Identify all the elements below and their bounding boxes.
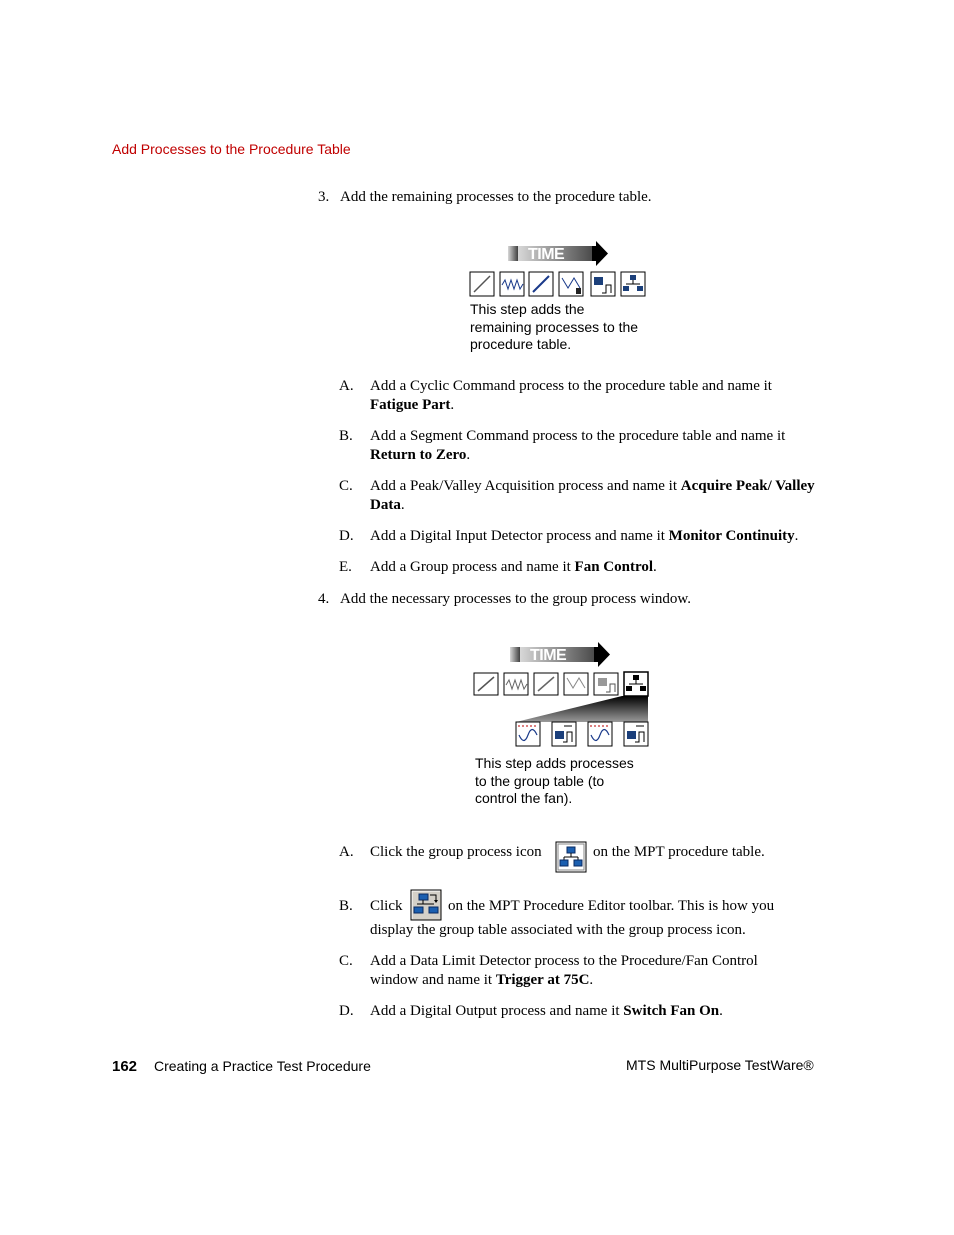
process-figure-1 (468, 238, 654, 300)
show-group-table-button-icon[interactable] (410, 889, 442, 921)
footer-product: MTS MultiPurpose TestWare® (626, 1057, 814, 1073)
item-body-post-2: display the group table associated with the group process icon. (370, 922, 746, 938)
group-process-icon (621, 272, 645, 296)
data-limit-detector-icon (516, 722, 540, 746)
item-body: Add a Digital Output process and name it Switch Fan On. (370, 1003, 723, 1019)
item-body-pre: Click (370, 898, 403, 914)
step-4-item-c (339, 952, 819, 992)
section-header: Add Processes to the Procedure Table (112, 141, 351, 157)
figure-2-caption (475, 755, 634, 808)
step-4-text: Add the necessary processes to the group process window. (340, 591, 692, 607)
digital-input-icon (591, 272, 615, 296)
item-letter: C. (339, 478, 353, 494)
caption-line: This step adds processes (475, 755, 634, 771)
caption-line: This step adds the (470, 301, 585, 317)
item-letter: D. (339, 528, 354, 544)
segment-command-icon-2 (529, 272, 553, 296)
item-body: Add a Peak/Valley Acquisition process and name it Acquire Peak/ Valley Data. (370, 478, 815, 513)
step-3-item-a (339, 377, 819, 417)
time-label: TIME (528, 246, 565, 263)
segment-command-icon-2 (534, 673, 558, 695)
item-letter: A. (339, 378, 354, 394)
item-letter: E. (339, 559, 352, 575)
item-body-post: on the MPT Procedure Editor toolbar. This is how you (448, 898, 775, 914)
digital-output-icon (552, 722, 576, 746)
item-letter: D. (339, 1003, 354, 1019)
step-3-item-d (339, 527, 829, 547)
process-figure-2 (472, 638, 654, 752)
item-body: Add a Group process and name it Fan Control. (370, 559, 657, 575)
digital-output-icon-2 (624, 722, 648, 746)
group-process-icon (624, 672, 648, 696)
caption-line: control the fan). (475, 790, 573, 806)
step-3-item-b (339, 427, 819, 467)
item-body: Add a Digital Input Detector process and name it Monitor Continuity. (370, 528, 799, 544)
group-process-icon-inline (555, 841, 587, 873)
item-body-post: on the MPT procedure table. (593, 844, 765, 860)
digital-input-icon (594, 673, 618, 695)
step-3-item-c (339, 477, 819, 517)
item-body: Add a Cyclic Command process to the procedure table and name it Fatigue Part. (370, 378, 772, 413)
group-expansion-fan (516, 696, 648, 722)
caption-line: procedure table. (470, 336, 572, 352)
figure-1-caption (470, 301, 638, 354)
segment-command-icon (474, 673, 498, 695)
cyclic-command-icon (504, 673, 528, 695)
caption-line: to the group table (to (475, 772, 605, 789)
page-number: 162 (112, 1058, 138, 1075)
item-body-pre: Click the group process icon (370, 844, 542, 860)
step-3-number: 3. (318, 189, 330, 205)
cyclic-command-icon (500, 272, 524, 296)
step-4-item-d (339, 1002, 819, 1022)
caption-line: remaining processes to the (470, 318, 639, 335)
item-letter: C. (339, 953, 353, 969)
segment-command-icon (470, 272, 494, 296)
data-limit-detector-icon-2 (588, 722, 612, 746)
time-label: TIME (530, 647, 567, 664)
item-body: Add a Segment Command process to the procedure table and name it Return to Zero. (370, 428, 786, 463)
item-letter: B. (339, 428, 353, 444)
step-4-number: 4. (318, 591, 330, 607)
item-body: Add a Data Limit Detector process to the Procedure/Fan Control window and name it Trigger at 75C. (370, 953, 758, 988)
footer-chapter: Creating a Practice Test Procedure (154, 1058, 371, 1074)
step-3-text: Add the remaining processes to the procedure table. (340, 189, 652, 205)
item-letter: B. (339, 898, 353, 914)
peak-valley-icon (564, 673, 588, 695)
peak-valley-icon (559, 272, 583, 296)
item-letter: A. (339, 844, 354, 860)
step-3-item-e (339, 558, 819, 578)
